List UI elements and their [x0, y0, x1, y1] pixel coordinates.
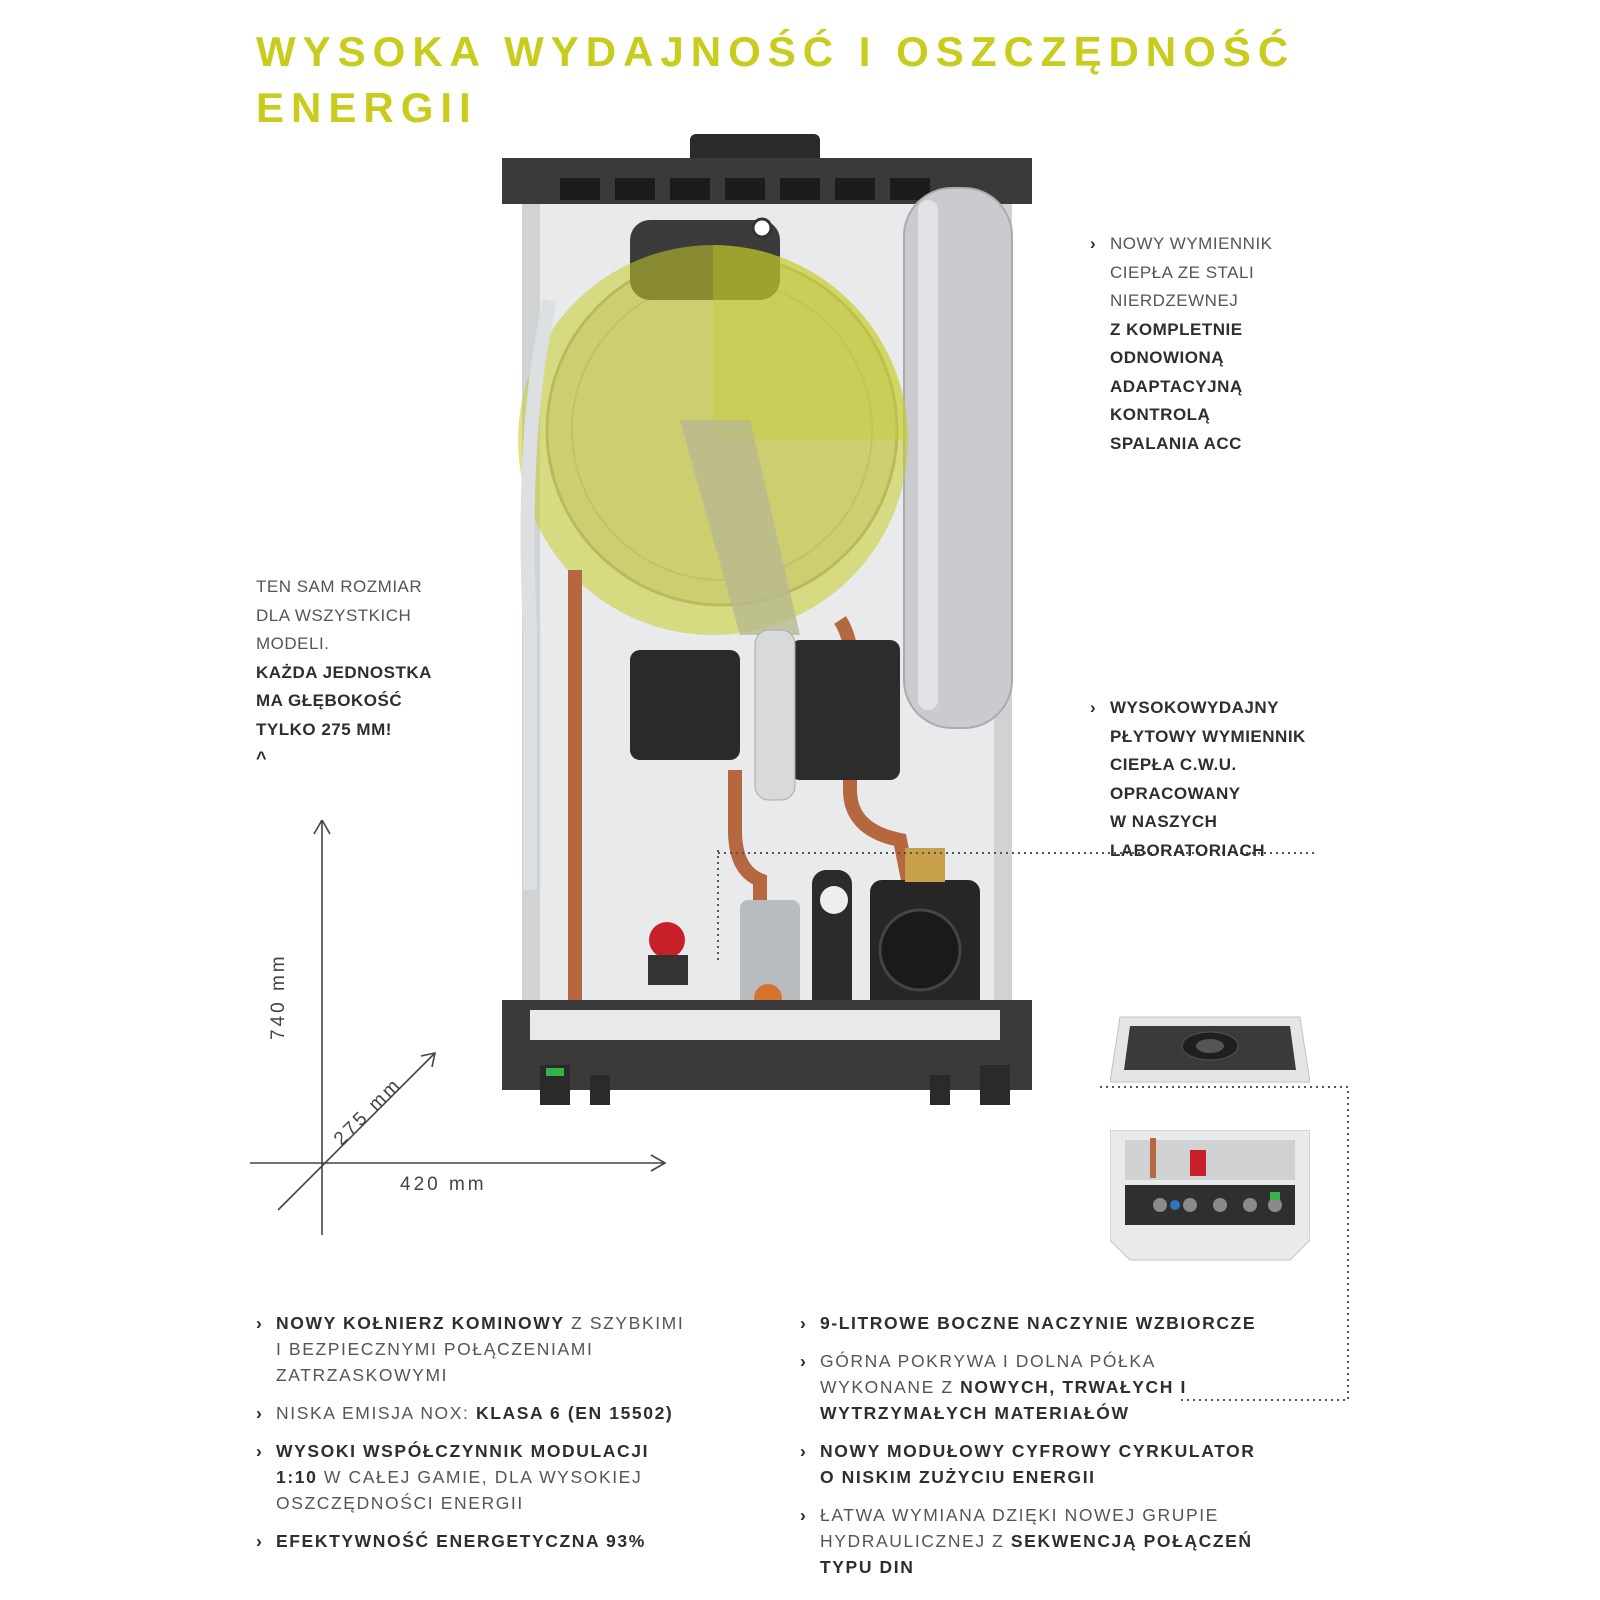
caret-up-icon: ^	[256, 748, 268, 768]
inset-bottom-shelf	[1110, 1130, 1310, 1270]
feature-item	[256, 1310, 756, 1388]
note-line: TEN SAM ROZMIAR	[256, 577, 423, 596]
note-same-size	[256, 573, 516, 773]
note-plate-exchanger	[1090, 694, 1390, 865]
dimension-depth: 275 mm	[330, 1073, 407, 1150]
feature-item	[256, 1438, 756, 1516]
feature-item	[800, 1348, 1340, 1426]
feature-text: W CAŁEJ GAMIE, DLA WYSOKIEJ	[317, 1467, 643, 1487]
note-line-bold: MA GŁĘBOKOŚĆ	[256, 691, 403, 710]
note-line-bold: PŁYTOWY WYMIENNIK	[1110, 726, 1306, 746]
feature-text: NISKA EMISJA NOX:	[276, 1403, 476, 1423]
gas-valve-module	[790, 640, 900, 780]
note-line-bold: KONTROLĄ	[1110, 405, 1211, 424]
note-line-bold: W NASZYCH	[1110, 812, 1218, 831]
bullet-arrow-icon: ›	[256, 1313, 264, 1333]
page-title	[256, 24, 1356, 136]
note-line-bold: KAŻDA JEDNOSTKA	[256, 662, 432, 682]
note-line-bold: OPRACOWANY	[1110, 783, 1241, 803]
note-line: NOWY WYMIENNIK	[1110, 234, 1273, 253]
note-line-bold: ODNOWIONĄ	[1110, 348, 1225, 367]
note-line: CIEPŁA ZE STALI	[1110, 262, 1255, 282]
note-heat-exchanger	[1090, 230, 1370, 458]
note-line-bold: SPALANIA ACC	[1110, 433, 1242, 453]
feature-bold: EFEKTYWNOŚĆ ENERGETYCZNA 93%	[276, 1531, 646, 1551]
feature-bold: NOWY MODUŁOWY CYFROWY CYRKULATOR	[820, 1441, 1256, 1461]
dimension-width: 420 mm	[400, 1174, 487, 1195]
feature-bold: SEKWENCJĄ POŁĄCZEŃ	[1010, 1531, 1253, 1551]
features-list-left	[256, 1310, 756, 1566]
feature-bold: O NISKIM ZUŻYCIU ENERGII	[820, 1467, 1096, 1487]
note-line: NIERDZEWNEJ	[1110, 291, 1239, 310]
bullet-arrow-icon: ›	[256, 1403, 264, 1423]
feature-text: ZATRZASKOWYMI	[276, 1365, 449, 1385]
feature-bold: WYSOKI WSPÓŁCZYNNIK MODULACJI	[276, 1441, 650, 1461]
feature-bold: NOWY KOŁNIERZ KOMINOWY	[276, 1313, 565, 1333]
feature-text: HYDRAULICZNEJ Z	[820, 1531, 1011, 1551]
feature-bold: 9-LITROWE BOCZNE NACZYNIE WZBIORCZE	[820, 1313, 1257, 1333]
feature-item	[800, 1310, 1340, 1336]
blower	[630, 650, 740, 760]
feature-text: WYKONANE Z	[820, 1377, 961, 1397]
bullet-arrow-icon: ›	[1090, 698, 1097, 717]
bullet-arrow-icon: ›	[256, 1531, 264, 1551]
feature-text: ŁATWA WYMIANA DZIĘKI NOWEJ GRUPIE	[820, 1505, 1219, 1525]
feature-text: Z SZYBKIMI	[564, 1313, 685, 1333]
feature-text: GÓRNA POKRYWA I DOLNA PÓŁKA	[820, 1351, 1156, 1371]
feature-text: I BEZPIECZNYMI POŁĄCZENIAMI	[276, 1339, 594, 1359]
note-line-bold: TYLKO 275 MM!	[256, 719, 392, 739]
note-line-bold: LABORATORIACH	[1110, 840, 1266, 860]
note-line: MODELI.	[256, 634, 330, 653]
note-line: DLA WSZYSTKICH	[256, 605, 412, 625]
feature-bold: 1:10	[276, 1467, 318, 1487]
feature-bold: WYTRZYMAŁYCH MATERIAŁÓW	[820, 1403, 1130, 1423]
feature-item	[256, 1528, 756, 1554]
bullet-arrow-icon: ›	[800, 1351, 808, 1371]
feature-bold: TYPU DIN	[820, 1557, 915, 1577]
feature-bold: NOWYCH, TRWAŁYCH I	[960, 1377, 1187, 1397]
note-line-bold: ADAPTACYJNĄ	[1110, 376, 1243, 396]
feature-item	[256, 1400, 756, 1426]
bullet-arrow-icon: ›	[256, 1441, 264, 1461]
bullet-arrow-icon: ›	[800, 1441, 808, 1461]
feature-item	[800, 1502, 1340, 1580]
feature-item	[800, 1438, 1340, 1490]
note-line-bold: Z KOMPLETNIE	[1110, 319, 1243, 339]
bullet-arrow-icon: ›	[1090, 234, 1097, 253]
bullet-arrow-icon: ›	[800, 1505, 808, 1525]
note-line-bold: WYSOKOWYDAJNY	[1110, 698, 1279, 717]
title-line-2: ENERGII	[256, 84, 478, 131]
feature-text: OSZCZĘDNOŚCI ENERGII	[276, 1493, 524, 1513]
title-line-1: WYSOKA WYDAJNOŚĆ I OSZCZĘDNOŚĆ	[256, 28, 1296, 75]
top-frame-slots	[560, 178, 930, 200]
feature-bold: KLASA 6 (EN 15502)	[475, 1403, 674, 1423]
dimension-height: 740 mm	[268, 953, 289, 1040]
inset-top-cover	[1110, 1012, 1310, 1092]
bullet-arrow-icon: ›	[800, 1313, 808, 1333]
note-line-bold: CIEPŁA C.W.U.	[1110, 755, 1237, 774]
features-list-right	[800, 1310, 1340, 1592]
